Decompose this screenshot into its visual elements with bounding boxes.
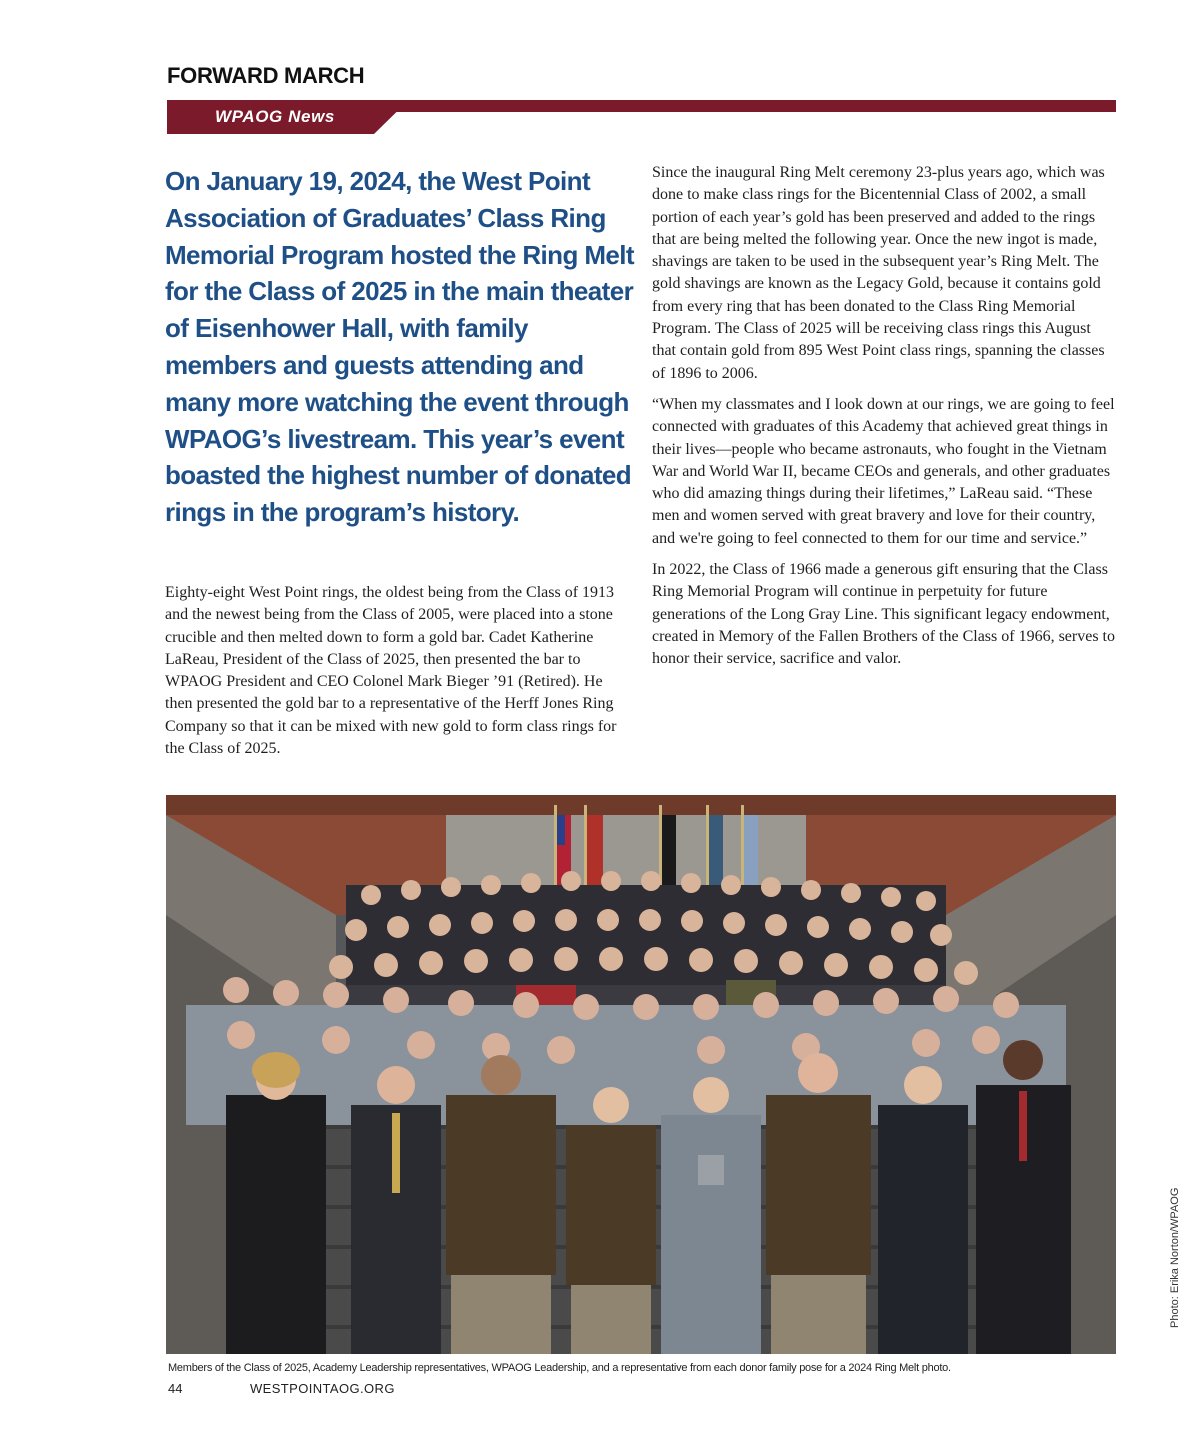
article-body-left: Eighty-eight West Point rings, the oldest being from the Class of 1913 and the newest being from the Class of 2005, were placed into a stone crucible and then melted down to form a gold bar. Cadet Katherine LaReau, President of the Class of 2025, then presented the bar to WPAOG President and CEO Colonel Mark Bieger ’91 (Retired). He then presented the gold bar to a representative of the Herff Jones Ring Company so that it can be mixed with new gold to form class rings for the Class of 2025.	[165, 584, 617, 758]
section-banner	[167, 100, 1116, 134]
page-number: 44	[168, 1381, 183, 1396]
article-paragraph: In 2022, the Class of 1966 made a generous gift ensuring that the Class Ring Memorial Program will continue in perpetuity for future generations of the Long Gray Line. This significant legacy endowment, created in Memory of the Fallen Brothers of the Class of 1966, serves to honor their service, sacrifice and valor.	[652, 561, 1115, 668]
group-photo	[166, 795, 1116, 1354]
group-photo-illustration	[166, 795, 1116, 1354]
section-title: FORWARD MARCH	[167, 63, 365, 88]
photo-caption: Members of the Class of 2025, Academy Leadership representatives, WPAOG Leadership, and a representative from each donor family pose for a 2024 Ring Melt photo.	[168, 1362, 951, 1374]
article-paragraph: Since the inaugural Ring Melt ceremony 23-plus years ago, which was done to make class rings for the Bicentennial Class of 2002, a small portion of each year’s gold has been preserved and added to the rings that are being melted the following year. Once the new ingot is made, shavings are taken to be used in the subsequent year’s Ring Melt. The gold shavings are known as the Legacy Gold, because it contains gold from every ring that has been donated to the Class Ring Memorial Program. The Class of 2025 will be receiving class rings this August that contain gold from 895 West Point class rings, spanning the classes of 1896 to 2006.	[652, 164, 1105, 382]
article-body-right	[652, 162, 1117, 680]
article-paragraph: “When my classmates and I look down at our rings, we are going to feel connected with graduates of this Academy that achieved great things in their lives—people who became astronauts, who fought in the Vietnam War and World War II, became CEOs and generals, and other graduates who did amazing things during their lifetimes,” LaReau said. “These men and women served with great bravery and love for their country, and we're going to feel connected to them for our time and service.”	[652, 395, 1115, 547]
banner-label: WPAOG News	[215, 107, 335, 126]
photo-credit-text: Photo: Erika Norton/WPAOG	[1169, 1187, 1181, 1328]
footer-website: WESTPOINTAOG.ORG	[250, 1381, 395, 1396]
article-lede: On January 19, 2024, the West Point Association of Graduates’ Class Ring Memorial Program hosted the Ring Melt for the Class of 2025 in the main theater of Eisenhower Hall, with family members and guests attending and many more watching the event through WPAOG’s livestream. This year’s event boasted the highest number of donated rings in the program’s history.	[165, 166, 634, 528]
